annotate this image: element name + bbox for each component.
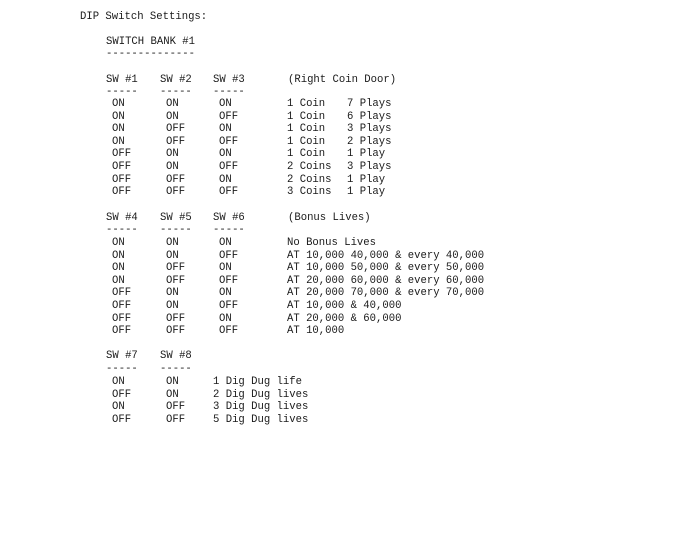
bonus-row-sw4-value: OFF bbox=[112, 300, 132, 312]
lives-row-sw7-value: ON bbox=[112, 376, 125, 388]
coin-row-sw1-value: OFF bbox=[112, 173, 132, 186]
bonus-row-sw4-value: OFF bbox=[112, 325, 132, 338]
bonus-row-sw6-value: ON bbox=[219, 237, 232, 249]
coin-row-coins: 1 Coin bbox=[287, 135, 326, 148]
coin-row-sw1-value: OFF bbox=[112, 186, 132, 199]
bonus-dash-sw4: ----- bbox=[106, 224, 138, 236]
bonus-row-description: AT 20,000 70,000 & every 70,000 bbox=[287, 287, 485, 300]
bonus-row-sw6-value: OFF bbox=[219, 274, 239, 287]
coin-row-plays: 2 Plays bbox=[347, 135, 392, 148]
lives-row-sw7-value: OFF bbox=[112, 413, 132, 426]
bonus-row-sw4-value: ON bbox=[112, 262, 125, 275]
bank-title: SWITCH BANK #1 bbox=[106, 36, 196, 48]
bonus-row-sw6-value: OFF bbox=[219, 325, 239, 338]
coin-row-sw1-value: ON bbox=[112, 98, 125, 110]
coin-header-sw3: SW #3 bbox=[213, 74, 245, 86]
coin-row-plays: 3 Plays bbox=[347, 161, 392, 173]
bonus-row-sw5-value: OFF bbox=[166, 262, 186, 275]
coin-row-sw2-value: OFF bbox=[166, 135, 186, 148]
bank-title-underline: -------------- bbox=[106, 48, 196, 60]
coin-header-sw1: SW #1 bbox=[106, 74, 138, 86]
bonus-row-sw5-value: OFF bbox=[166, 325, 186, 338]
bonus-row-sw5-value: OFF bbox=[166, 274, 186, 287]
coin-row-sw2-value: ON bbox=[166, 161, 179, 173]
bonus-row-sw6-value: OFF bbox=[219, 249, 239, 262]
bonus-row-sw5-value: ON bbox=[166, 287, 179, 300]
bonus-row-sw5-value: OFF bbox=[166, 312, 186, 325]
coin-dash-sw3: ----- bbox=[213, 86, 245, 98]
coin-row-sw2-value: ON bbox=[166, 110, 179, 123]
bonus-row-description: AT 10,000 40,000 & every 40,000 bbox=[287, 249, 485, 262]
bonus-row-sw6-value: OFF bbox=[219, 300, 239, 312]
lives-row-sw8-value: OFF bbox=[166, 401, 186, 414]
lives-dash-sw7: ----- bbox=[106, 363, 138, 375]
document-title: DIP Switch Settings: bbox=[80, 11, 208, 23]
coin-row-sw2-value: OFF bbox=[166, 186, 186, 199]
lives-row-description: 5 Dig Dug lives bbox=[213, 413, 309, 426]
coin-row-sw1-value: ON bbox=[112, 123, 125, 136]
coin-row-sw2-value: OFF bbox=[166, 123, 186, 136]
bonus-row-description: AT 10,000 bbox=[287, 325, 345, 338]
coin-row-coins: 1 Coin bbox=[287, 123, 326, 136]
lives-row-sw7-value: OFF bbox=[112, 388, 132, 401]
bonus-row-sw5-value: ON bbox=[166, 237, 179, 249]
lives-row-sw8-value: ON bbox=[166, 388, 179, 401]
coin-row-sw2-value: OFF bbox=[166, 173, 186, 186]
coin-row-coins: 2 Coins bbox=[287, 173, 332, 186]
coin-row-plays: 1 Play bbox=[347, 173, 386, 186]
coin-row-plays: 6 Plays bbox=[347, 110, 392, 123]
coin-row-coins: 1 Coin bbox=[287, 110, 326, 123]
lives-row-description: 3 Dig Dug lives bbox=[213, 401, 309, 414]
coin-row-plays: 3 Plays bbox=[347, 123, 392, 136]
coin-dash-sw1: ----- bbox=[106, 86, 138, 98]
lives-row-sw7-value: ON bbox=[112, 401, 125, 414]
coin-header-sw2: SW #2 bbox=[160, 74, 192, 86]
bonus-row-sw4-value: OFF bbox=[112, 312, 132, 325]
bonus-row-description: AT 20,000 & 60,000 bbox=[287, 312, 402, 325]
coin-row-sw2-value: ON bbox=[166, 148, 179, 161]
coin-row-sw1-value: OFF bbox=[112, 161, 132, 173]
coin-row-sw1-value: ON bbox=[112, 135, 125, 148]
coin-dash-sw2: ----- bbox=[160, 86, 192, 98]
bonus-row-description: AT 10,000 50,000 & every 50,000 bbox=[287, 262, 485, 275]
bonus-row-sw4-value: ON bbox=[112, 237, 125, 249]
bonus-row-sw5-value: ON bbox=[166, 249, 179, 262]
lives-row-sw8-value: OFF bbox=[166, 413, 186, 426]
coin-row-coins: 2 Coins bbox=[287, 161, 332, 173]
coin-row-sw1-value: OFF bbox=[112, 148, 132, 161]
lives-header-sw8: SW #8 bbox=[160, 350, 192, 362]
coin-row-sw3-value: ON bbox=[219, 173, 232, 186]
lives-row-sw8-value: ON bbox=[166, 376, 179, 388]
lives-dash-sw8: ----- bbox=[160, 363, 192, 375]
coin-row-sw1-value: ON bbox=[112, 110, 125, 123]
coin-row-plays: 7 Plays bbox=[347, 98, 392, 110]
coin-row-coins: 1 Coin bbox=[287, 148, 326, 161]
coin-section-label: (Right Coin Door) bbox=[288, 74, 397, 86]
bonus-row-sw6-value: ON bbox=[219, 262, 232, 275]
bonus-row-sw4-value: ON bbox=[112, 274, 125, 287]
bonus-dash-sw5: ----- bbox=[160, 224, 192, 236]
coin-row-sw3-value: ON bbox=[219, 98, 232, 110]
bonus-row-description: AT 20,000 60,000 & every 60,000 bbox=[287, 274, 485, 287]
lives-row-description: 2 Dig Dug lives bbox=[213, 388, 309, 401]
coin-row-sw3-value: ON bbox=[219, 148, 232, 161]
bonus-row-description: No Bonus Lives bbox=[287, 237, 377, 249]
coin-row-sw3-value: OFF bbox=[219, 135, 239, 148]
bonus-dash-sw6: ----- bbox=[213, 224, 245, 236]
bonus-section-label: (Bonus Lives) bbox=[288, 212, 371, 224]
lives-header-sw7: SW #7 bbox=[106, 350, 138, 362]
bonus-row-sw6-value: ON bbox=[219, 287, 232, 300]
coin-row-coins: 1 Coin bbox=[287, 98, 326, 110]
coin-row-coins: 3 Coins bbox=[287, 186, 332, 199]
coin-row-sw3-value: OFF bbox=[219, 186, 239, 199]
coin-row-sw3-value: ON bbox=[219, 123, 232, 136]
coin-row-sw3-value: OFF bbox=[219, 110, 239, 123]
coin-row-sw3-value: OFF bbox=[219, 161, 239, 173]
lives-row-description: 1 Dig Dug life bbox=[213, 376, 303, 388]
bonus-row-description: AT 10,000 & 40,000 bbox=[287, 300, 402, 312]
bonus-header-sw4: SW #4 bbox=[106, 212, 138, 224]
coin-row-plays: 1 Play bbox=[347, 148, 386, 161]
bonus-row-sw4-value: OFF bbox=[112, 287, 132, 300]
bonus-row-sw5-value: ON bbox=[166, 300, 179, 312]
bonus-row-sw4-value: ON bbox=[112, 249, 125, 262]
bonus-header-sw5: SW #5 bbox=[160, 212, 192, 224]
coin-row-plays: 1 Play bbox=[347, 186, 386, 199]
bonus-header-sw6: SW #6 bbox=[213, 212, 245, 224]
bonus-row-sw6-value: ON bbox=[219, 312, 232, 325]
coin-row-sw2-value: ON bbox=[166, 98, 179, 110]
